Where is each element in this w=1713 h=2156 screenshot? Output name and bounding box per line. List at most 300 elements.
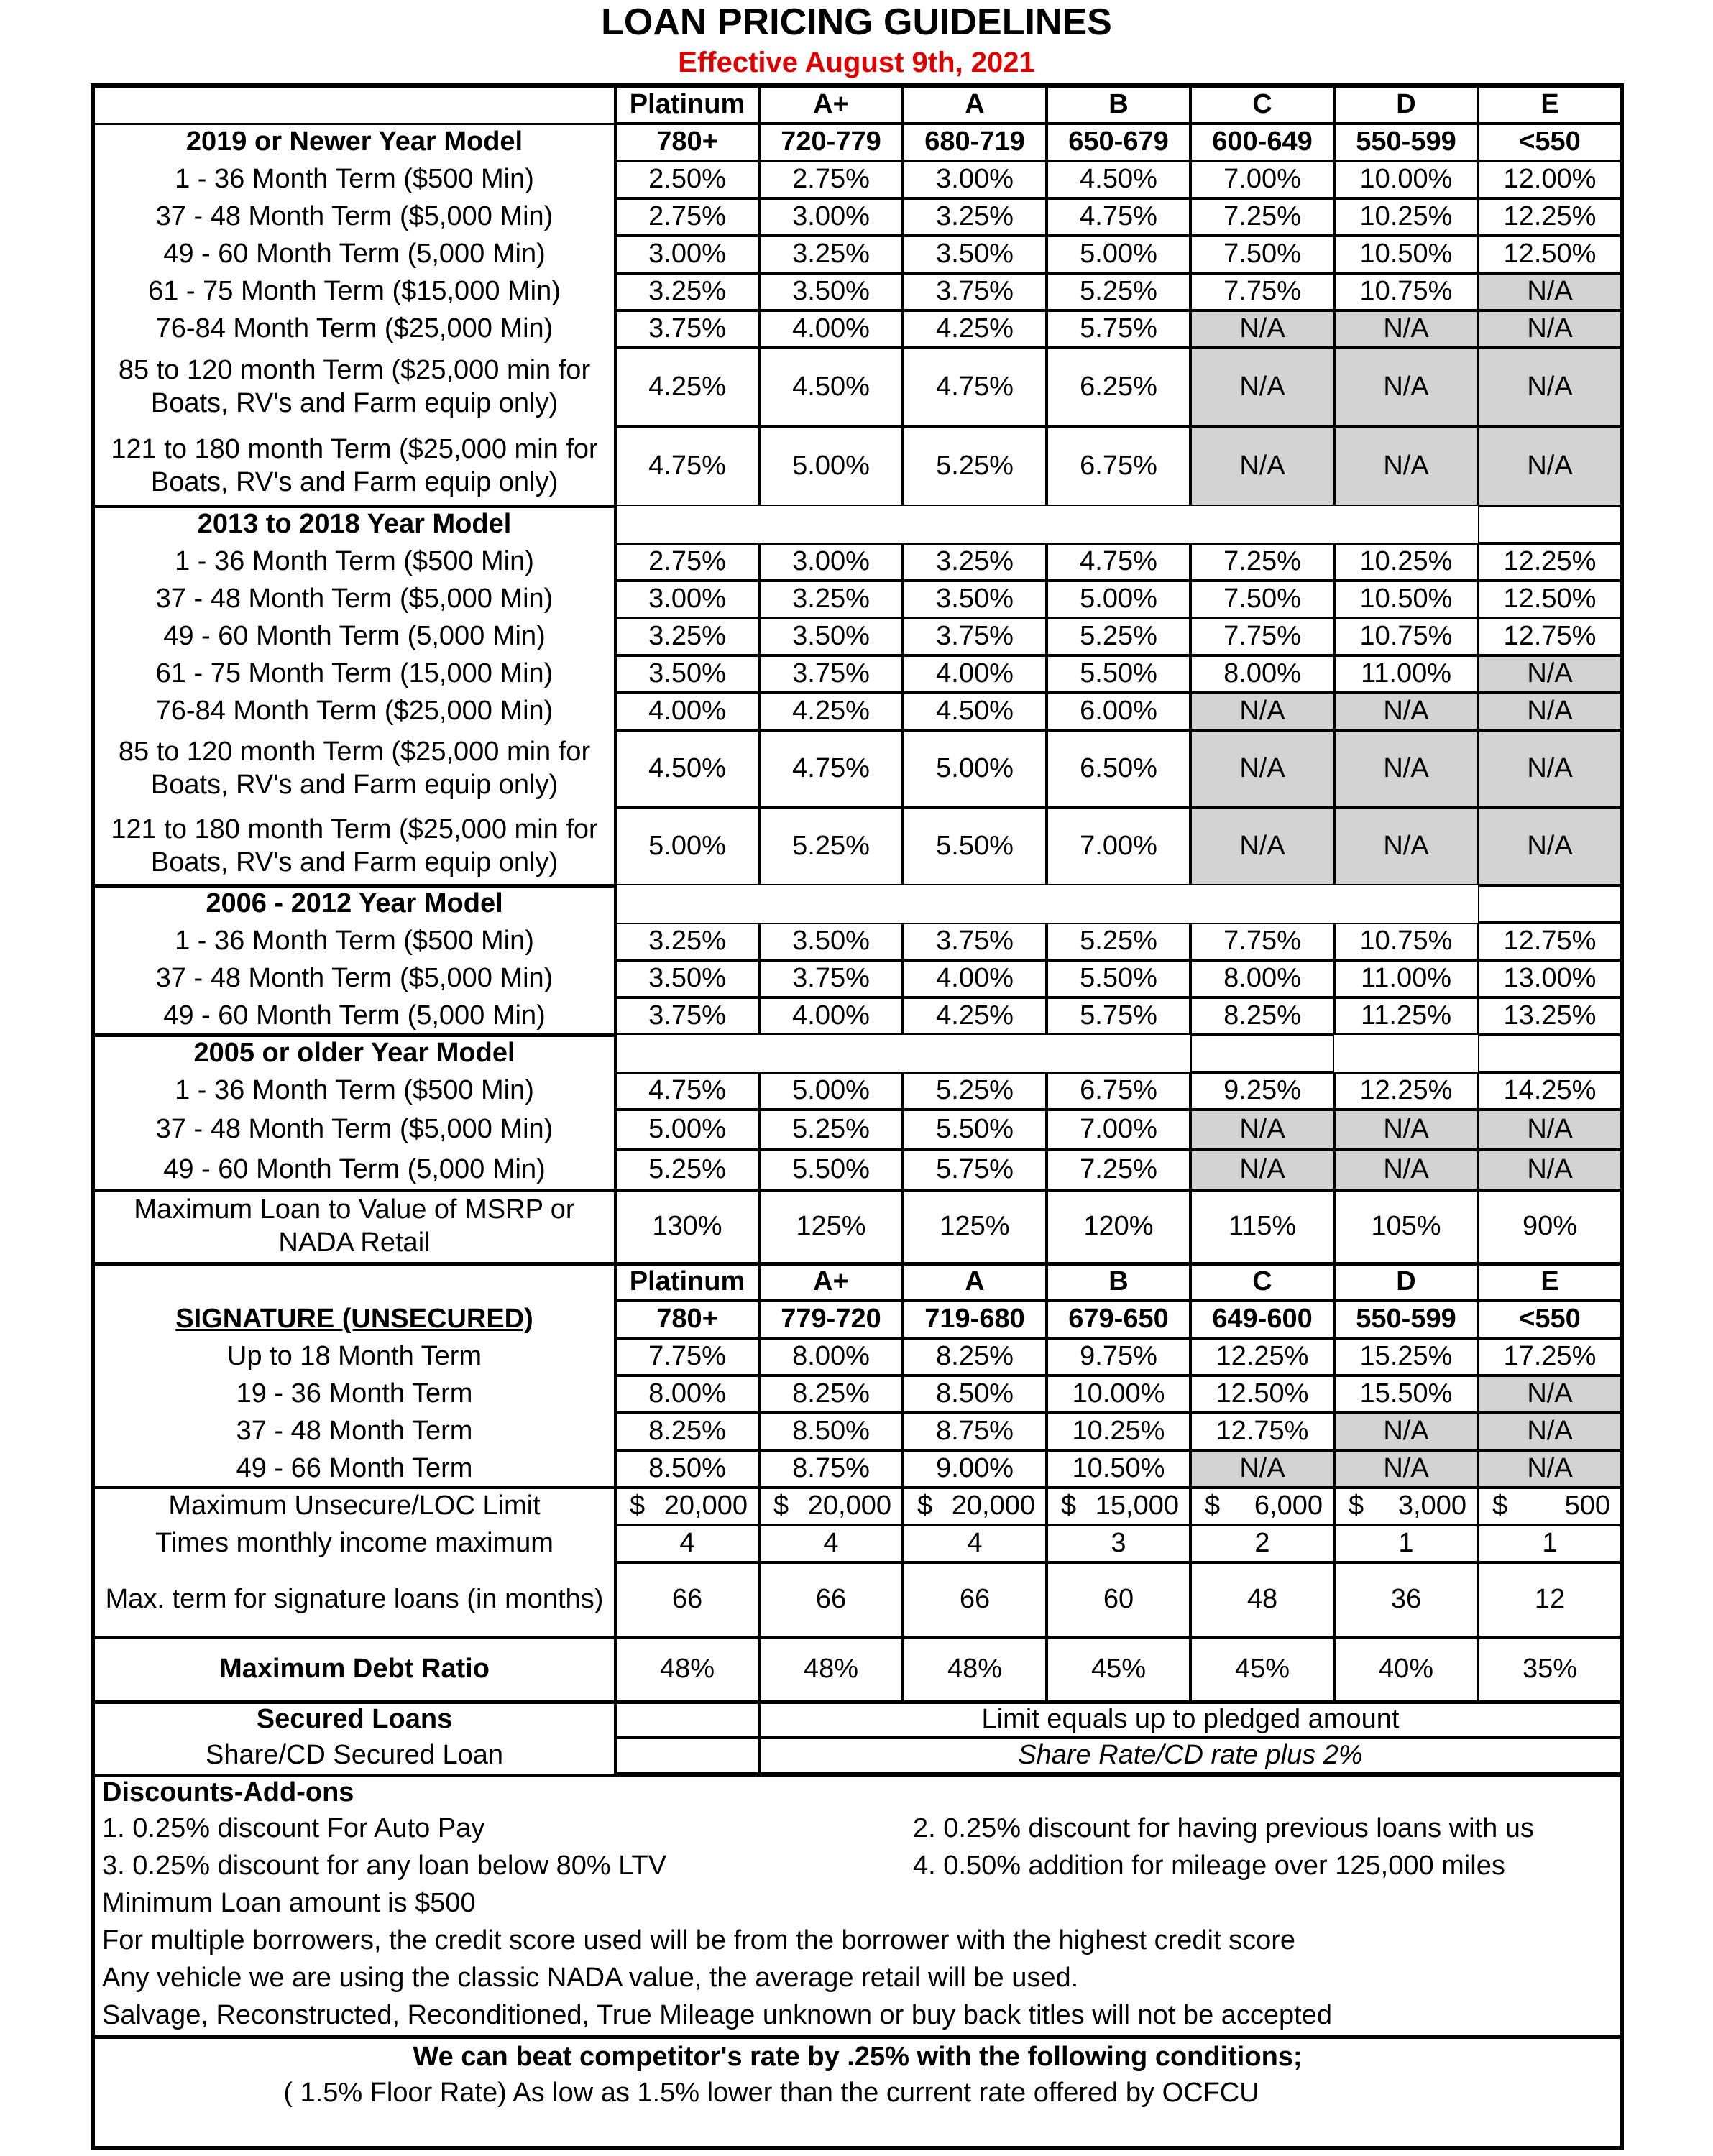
policy-note: Salvage, Reconstructed, Reconditioned, True Mileage unknown or buy back titles will not be accepted [102, 2000, 1332, 2031]
loan-term-row-rate: 6.75% [1047, 1072, 1190, 1110]
rule-line [91, 123, 1624, 125]
sig-tier-score: 779-720 [759, 1301, 903, 1338]
loan-term-row-rate: 12.00% [1478, 161, 1622, 198]
loan-term-row-rate: 3.75% [615, 310, 759, 348]
loan-term-row-rate: 7.00% [1047, 808, 1190, 885]
loan-term-row-rate: 10.50% [1334, 236, 1478, 273]
loan-term-row-rate: 8.00% [1190, 960, 1334, 998]
signature-term-row-rate: 15.25% [1334, 1338, 1478, 1376]
sig-tier-score: 679-650 [1047, 1301, 1190, 1338]
tier-name: A [903, 86, 1047, 124]
secured-heading: Secured Loans [256, 1704, 453, 1735]
loan-term-row-rate: N/A [1334, 1150, 1478, 1190]
unsecure-limit-value [1334, 1488, 1478, 1525]
signature-term-row-rate: 10.50% [1047, 1450, 1190, 1488]
signature-term-row-rate: 8.00% [615, 1376, 759, 1413]
empty-cell [1478, 885, 1622, 923]
loan-term-row-rate: N/A [1478, 348, 1622, 427]
max-term-label: Max. term for signature loans (in months) [105, 1584, 604, 1615]
loan-term-row-rate: 3.25% [615, 273, 759, 310]
loan-term-row-rate: 4.50% [615, 730, 759, 808]
loan-term-row-rate: 3.25% [903, 198, 1047, 236]
tier-name: C [1190, 86, 1334, 124]
loan-term-row-rate: 3.00% [615, 581, 759, 618]
share-secured-label: Share/CD Secured Loan [205, 1740, 504, 1771]
loan-term-row-rate: N/A [1334, 427, 1478, 506]
loan-term-row-rate: 11.00% [1334, 960, 1478, 998]
loan-term-row-rate: 4.25% [903, 998, 1047, 1035]
max-ltv-value: 130% [615, 1190, 759, 1263]
section-divider [93, 884, 615, 888]
tier-score: 550-599 [1334, 124, 1478, 161]
signature-term-row-rate: N/A [1478, 1450, 1622, 1488]
loan-term-row-label: 76-84 Month Term ($25,000 Min) [155, 696, 554, 727]
loan-term-row-rate: 5.00% [615, 1110, 759, 1150]
loan-term-row-rate: N/A [1478, 655, 1622, 693]
loan-term-row-rate: N/A [1334, 310, 1478, 348]
loan-term-row-rate: 4.00% [615, 693, 759, 730]
debt-ratio-value: 48% [615, 1637, 759, 1702]
loan-term-row-rate: 3.75% [759, 960, 903, 998]
loan-term-row-rate: 6.25% [1047, 348, 1190, 427]
loan-term-row-rate: 3.75% [903, 618, 1047, 655]
income-multiple-value: 4 [759, 1525, 903, 1562]
loan-term-row-rate: 6.50% [1047, 730, 1190, 808]
loan-term-row-rate: 6.00% [1047, 693, 1190, 730]
competitor-heading: We can beat competitor's rate by .25% with the following conditions; [413, 2042, 1303, 2073]
currency-symbol: $ [1349, 1491, 1364, 1521]
discount-item: 2. 0.25% discount for having previous loans with us [913, 1813, 1534, 1844]
loan-term-row-rate: 3.00% [615, 236, 759, 273]
sig-tier-name: B [1047, 1263, 1190, 1301]
loan-term-row-rate: 7.50% [1190, 581, 1334, 618]
loan-term-row-rate: 4.00% [903, 655, 1047, 693]
sig-tier-score: <550 [1478, 1301, 1622, 1338]
signature-term-row-rate: 8.25% [759, 1376, 903, 1413]
max-term-value: 12 [1478, 1562, 1622, 1637]
loan-term-row-rate: 3.50% [903, 236, 1047, 273]
loan-term-row-rate: 2.75% [759, 161, 903, 198]
loan-term-row-rate: 4.50% [903, 693, 1047, 730]
loan-term-row-rate: N/A [1190, 808, 1334, 885]
tier-name: Platinum [615, 86, 759, 124]
loan-term-row-rate: 2.75% [615, 198, 759, 236]
tier-name: E [1478, 86, 1622, 124]
loan-term-row-label: 121 to 180 month Term ($25,000 min for Boats, RV's and Farm equip only) [111, 434, 598, 497]
loan-term-row-rate: 12.50% [1478, 236, 1622, 273]
loan-term-row-label: 76-84 Month Term ($25,000 Min) [155, 313, 554, 344]
income-multiple-value: 4 [903, 1525, 1047, 1562]
loan-term-row-rate: 5.75% [903, 1150, 1047, 1190]
signature-term-row-rate: N/A [1478, 1376, 1622, 1413]
max-ltv-value: 90% [1478, 1190, 1622, 1263]
unsecure-limit-value [615, 1488, 759, 1525]
signature-term-row-label: 19 - 36 Month Term [236, 1378, 473, 1409]
loan-term-row-rate: 7.75% [1190, 618, 1334, 655]
loan-term-row-label: 1 - 36 Month Term ($500 Min) [175, 546, 534, 577]
empty-cell [1478, 1035, 1622, 1072]
loan-term-row-rate: 13.00% [1478, 960, 1622, 998]
loan-term-row-rate: 11.00% [1334, 655, 1478, 693]
discount-item: 3. 0.25% discount for any loan below 80% LTV [102, 1851, 667, 1881]
debt-ratio-value: 48% [759, 1637, 903, 1702]
loan-term-row-rate: 3.00% [759, 198, 903, 236]
loan-term-row-rate: N/A [1478, 273, 1622, 310]
sig-tier-score: 550-599 [1334, 1301, 1478, 1338]
loan-term-row-label: 1 - 36 Month Term ($500 Min) [175, 164, 534, 195]
empty-cell [1478, 506, 1622, 543]
loan-term-row-rate: N/A [1478, 1110, 1622, 1150]
loan-term-row-rate: N/A [1334, 348, 1478, 427]
page-title: LOAN PRICING GUIDELINES [601, 1, 1112, 43]
discount-item: 1. 0.25% discount For Auto Pay [102, 1813, 485, 1844]
loan-term-row-rate: 13.25% [1478, 998, 1622, 1035]
income-multiple-value: 1 [1478, 1525, 1622, 1562]
currency-symbol: $ [1492, 1491, 1508, 1521]
loan-term-row-label: 1 - 36 Month Term ($500 Min) [175, 1075, 534, 1106]
max-term-value: 48 [1190, 1562, 1334, 1637]
loan-term-row-label: 37 - 48 Month Term ($5,000 Min) [155, 584, 554, 614]
loan-term-row-rate: N/A [1478, 310, 1622, 348]
loan-term-row-rate: 5.50% [1047, 655, 1190, 693]
sig-tier-score: 780+ [615, 1301, 759, 1338]
loan-term-row-label: 85 to 120 month Term ($25,000 min for Boats, RV's and Farm equip only) [118, 355, 591, 418]
signature-term-row-rate: 8.25% [903, 1338, 1047, 1376]
loan-term-row-rate: 5.25% [1047, 618, 1190, 655]
max-ltv-label: Maximum Loan to Value of MSRP or NADA Retail [134, 1194, 575, 1258]
loan-term-row-rate: 10.50% [1334, 581, 1478, 618]
loan-term-row-rate: 10.75% [1334, 273, 1478, 310]
loan-term-row-label: 37 - 48 Month Term ($5,000 Min) [155, 1114, 554, 1145]
loan-term-row-rate: 14.25% [1478, 1072, 1622, 1110]
sig-tier-name: E [1478, 1263, 1622, 1301]
loan-term-row-rate: 3.50% [759, 923, 903, 960]
signature-term-row-rate: 9.75% [1047, 1338, 1190, 1376]
loan-term-row-rate: N/A [1478, 1150, 1622, 1190]
signature-term-row-label: 49 - 66 Month Term [236, 1453, 473, 1484]
signature-term-row-rate: 8.50% [903, 1376, 1047, 1413]
tier-score: 720-779 [759, 124, 903, 161]
unsecure-limit-value [1190, 1488, 1334, 1525]
loan-term-row-rate: 3.50% [615, 655, 759, 693]
empty-cell [615, 1702, 759, 1738]
loan-term-row-rate: 10.75% [1334, 923, 1478, 960]
loan-term-row-rate: 5.25% [903, 427, 1047, 506]
loan-term-row-rate: 4.75% [615, 427, 759, 506]
loan-term-row-label: 49 - 60 Month Term (5,000 Min) [163, 239, 546, 270]
competitor-condition: ( 1.5% Floor Rate) As low as 1.5% lower than the current rate offered by OCFCU [283, 2078, 1259, 2109]
loan-term-row-rate: 5.00% [1047, 581, 1190, 618]
income-multiple-value: 2 [1190, 1525, 1334, 1562]
policy-note: Any vehicle we are using the classic NADA value, the average retail will be used. [102, 1963, 1079, 1994]
section-heading: 2006 - 2012 Year Model [206, 888, 503, 919]
signature-term-row-rate: 8.75% [759, 1450, 903, 1488]
signature-term-row-rate: 8.50% [759, 1413, 903, 1450]
loan-term-row-rate: 12.25% [1478, 198, 1622, 236]
loan-term-row-rate: 4.75% [903, 348, 1047, 427]
max-ltv-value: 105% [1334, 1190, 1478, 1263]
loan-term-row-rate: 5.25% [903, 1072, 1047, 1110]
signature-term-row-rate: 15.50% [1334, 1376, 1478, 1413]
tier-score: 680-719 [903, 124, 1047, 161]
signature-term-row-rate: 12.50% [1190, 1376, 1334, 1413]
loan-term-row-rate: 12.75% [1478, 923, 1622, 960]
tier-score: 650-679 [1047, 124, 1190, 161]
loan-term-row-rate: 3.50% [615, 960, 759, 998]
loan-term-row-rate: 4.25% [759, 693, 903, 730]
unsecure-limit-value [1047, 1488, 1190, 1525]
loan-term-row-label: 37 - 48 Month Term ($5,000 Min) [155, 201, 554, 232]
loan-term-row-rate: 4.00% [759, 998, 903, 1035]
pledged-limit-note: Limit equals up to pledged amount [759, 1702, 1622, 1738]
loan-term-row-rate: 5.00% [615, 808, 759, 885]
loan-term-row-rate: 3.25% [903, 543, 1047, 581]
loan-term-row-rate: 10.75% [1334, 618, 1478, 655]
currency-symbol: $ [1061, 1491, 1077, 1521]
sig-tier-name: Platinum [615, 1263, 759, 1301]
loan-term-row-label: 1 - 36 Month Term ($500 Min) [175, 926, 534, 957]
section-divider [91, 1700, 1624, 1704]
limit-amount: 3,000 [1397, 1491, 1466, 1521]
signature-term-row-rate: 7.75% [615, 1338, 759, 1376]
sig-tier-score: 649-600 [1190, 1301, 1334, 1338]
discounts-heading: Discounts-Add-ons [102, 1777, 354, 1808]
income-multiple-value: 4 [615, 1525, 759, 1562]
signature-term-row-rate: 8.00% [759, 1338, 903, 1376]
max-term-value: 66 [615, 1562, 759, 1637]
loan-term-row-rate: 4.75% [615, 1072, 759, 1110]
loan-term-row-rate: 5.25% [759, 808, 903, 885]
sig-tier-name: A [903, 1263, 1047, 1301]
loan-term-row-label: 37 - 48 Month Term ($5,000 Min) [155, 963, 554, 994]
signature-term-row-rate: N/A [1190, 1450, 1334, 1488]
section-divider [93, 1189, 615, 1192]
loan-term-row-rate: 5.50% [903, 808, 1047, 885]
loan-term-row-rate: N/A [1478, 730, 1622, 808]
loan-term-row-rate: 5.00% [759, 427, 903, 506]
signature-term-row-rate: 8.75% [903, 1413, 1047, 1450]
loan-term-row-rate: 5.50% [903, 1110, 1047, 1150]
debt-ratio-value: 45% [1190, 1637, 1334, 1702]
loan-term-row-rate: 8.25% [1190, 998, 1334, 1035]
loan-term-row-rate: 12.75% [1478, 618, 1622, 655]
income-multiple-value: 3 [1047, 1525, 1190, 1562]
loan-term-row-rate: 4.00% [903, 960, 1047, 998]
loan-term-row-rate: 7.00% [1047, 1110, 1190, 1150]
loan-term-row-label: 85 to 120 month Term ($25,000 min for Boats, RV's and Farm equip only) [118, 737, 591, 800]
loan-term-row-rate: 4.25% [615, 348, 759, 427]
loan-term-row-rate: 5.00% [759, 1072, 903, 1110]
debt-ratio-value: 40% [1334, 1637, 1478, 1702]
label-column-divider [614, 83, 617, 1775]
loan-term-row-rate: 3.00% [903, 161, 1047, 198]
loan-term-row-label: 61 - 75 Month Term ($15,000 Min) [148, 276, 561, 307]
loan-term-row-rate: N/A [1190, 348, 1334, 427]
loan-term-row-rate: 7.25% [1190, 543, 1334, 581]
loan-term-row-rate: 5.25% [759, 1110, 903, 1150]
signature-term-row-label: 37 - 48 Month Term [236, 1416, 473, 1447]
max-ltv-value: 115% [1190, 1190, 1334, 1263]
loan-term-row-rate: N/A [1334, 808, 1478, 885]
loan-term-row-rate: N/A [1334, 693, 1478, 730]
loan-term-row-rate: 4.25% [903, 310, 1047, 348]
section-divider [91, 1262, 1624, 1266]
limit-amount: 15,000 [1095, 1491, 1179, 1521]
loan-term-row-rate: 10.25% [1334, 543, 1478, 581]
section-divider [91, 1636, 1624, 1639]
currency-symbol: $ [917, 1491, 933, 1521]
discount-item: 4. 0.50% addition for mileage over 125,000 miles [913, 1851, 1505, 1881]
tier-score: <550 [1478, 124, 1622, 161]
currency-symbol: $ [1205, 1491, 1221, 1521]
debt-ratio-label: Maximum Debt Ratio [219, 1654, 490, 1685]
loan-term-row-rate: 5.00% [903, 730, 1047, 808]
loan-term-row-rate: 7.50% [1190, 236, 1334, 273]
signature-term-row-rate: N/A [1478, 1413, 1622, 1450]
loan-term-row-rate: N/A [1478, 808, 1622, 885]
income-multiple-value: 1 [1334, 1525, 1478, 1562]
loan-term-row-rate: 2.50% [615, 161, 759, 198]
loan-term-row-rate: 5.25% [1047, 273, 1190, 310]
loan-term-row-rate: 3.00% [759, 543, 903, 581]
section-heading: 2005 or older Year Model [193, 1038, 515, 1069]
loan-term-row-rate: N/A [1478, 427, 1622, 506]
loan-term-row-rate: 3.75% [615, 998, 759, 1035]
effective-date: Effective August 9th, 2021 [678, 47, 1035, 78]
loan-term-row-rate: 5.00% [1047, 236, 1190, 273]
signature-term-row-rate: 12.25% [1190, 1338, 1334, 1376]
tier-name: D [1334, 86, 1478, 124]
loan-term-row-rate: N/A [1190, 427, 1334, 506]
loan-term-row-rate: 5.50% [759, 1150, 903, 1190]
share-rate-note: Share Rate/CD rate plus 2% [759, 1738, 1622, 1774]
section-heading: 2019 or Newer Year Model [185, 126, 523, 157]
max-term-value: 60 [1047, 1562, 1190, 1637]
unsecure-limit-value [759, 1488, 903, 1525]
loan-term-row-rate: 4.50% [759, 348, 903, 427]
tier-score: 600-649 [1190, 124, 1334, 161]
max-term-value: 36 [1334, 1562, 1478, 1637]
loan-term-row-rate: 10.25% [1334, 198, 1478, 236]
debt-ratio-value: 48% [903, 1637, 1047, 1702]
income-multiple-label: Times monthly income maximum [155, 1528, 554, 1559]
max-ltv-value: 125% [759, 1190, 903, 1263]
loan-term-row-rate: N/A [1190, 1110, 1334, 1150]
loan-term-row-label: 49 - 60 Month Term (5,000 Min) [163, 1154, 546, 1185]
loan-term-row-rate: 12.25% [1334, 1072, 1478, 1110]
loan-term-row-rate: 12.25% [1478, 543, 1622, 581]
loan-term-row-label: 61 - 75 Month Term (15,000 Min) [155, 658, 554, 689]
loan-term-row-rate: N/A [1190, 1150, 1334, 1190]
loan-term-row-rate: 7.00% [1190, 161, 1334, 198]
policy-note: For multiple borrowers, the credit score used will be from the borrower with the highest credit score [102, 1925, 1296, 1956]
section-divider [91, 1774, 1624, 1777]
currency-symbol: $ [773, 1491, 789, 1521]
loan-term-row-rate: 3.25% [615, 923, 759, 960]
signature-term-row-rate: 10.00% [1047, 1376, 1190, 1413]
max-ltv-value: 120% [1047, 1190, 1190, 1263]
loan-term-row-rate: 7.25% [1190, 198, 1334, 236]
signature-term-row-rate: 9.00% [903, 1450, 1047, 1488]
loan-term-row-rate: 11.25% [1334, 998, 1478, 1035]
tier-name: A+ [759, 86, 903, 124]
limit-amount: 500 [1564, 1491, 1610, 1521]
loan-term-row-rate: 3.25% [759, 581, 903, 618]
loan-term-row-rate: N/A [1478, 693, 1622, 730]
loan-term-row-label: 49 - 60 Month Term (5,000 Min) [163, 621, 546, 652]
loan-term-row-rate: 3.50% [759, 273, 903, 310]
limit-amount: 20,000 [951, 1491, 1035, 1521]
signature-term-row-rate: N/A [1334, 1450, 1478, 1488]
debt-ratio-value: 45% [1047, 1637, 1190, 1702]
loan-term-row-rate: 4.75% [1047, 198, 1190, 236]
section-heading: 2013 to 2018 Year Model [197, 509, 512, 540]
signature-term-row-rate: 12.75% [1190, 1413, 1334, 1450]
loan-term-row-rate: N/A [1190, 693, 1334, 730]
loan-term-row-rate: 6.75% [1047, 427, 1190, 506]
sig-tier-name: D [1334, 1263, 1478, 1301]
loan-term-row-rate: 5.75% [1047, 310, 1190, 348]
signature-term-row-label: Up to 18 Month Term [226, 1341, 482, 1372]
loan-term-row-rate: 8.00% [1190, 655, 1334, 693]
loan-term-row-rate: 5.25% [1047, 923, 1190, 960]
currency-symbol: $ [630, 1491, 646, 1521]
section-divider [93, 505, 615, 508]
loan-term-row-rate: 7.25% [1047, 1150, 1190, 1190]
empty-cell [615, 1738, 759, 1774]
limit-amount: 6,000 [1254, 1491, 1323, 1521]
max-term-value: 66 [903, 1562, 1047, 1637]
section-divider [93, 1033, 615, 1037]
limit-amount: 20,000 [663, 1491, 748, 1521]
signature-term-row-rate: 17.25% [1478, 1338, 1622, 1376]
loan-term-row-rate: 3.75% [903, 923, 1047, 960]
unsecure-limit-label: Maximum Unsecure/LOC Limit [168, 1491, 541, 1521]
sig-tier-name: A+ [759, 1263, 903, 1301]
loan-term-row-rate: 3.50% [903, 581, 1047, 618]
signature-term-row-rate: 8.50% [615, 1450, 759, 1488]
loan-term-row-rate: 9.25% [1190, 1072, 1334, 1110]
sig-tier-score: 719-680 [903, 1301, 1047, 1338]
policy-note: Minimum Loan amount is $500 [102, 1888, 476, 1919]
tier-score: 780+ [615, 124, 759, 161]
loan-term-row-rate: 5.25% [615, 1150, 759, 1190]
debt-ratio-value: 35% [1478, 1637, 1622, 1702]
loan-term-row-rate: 2.75% [615, 543, 759, 581]
loan-term-row-rate: 7.75% [1190, 273, 1334, 310]
loan-term-row-label: 121 to 180 month Term ($25,000 min for Boats, RV's and Farm equip only) [111, 814, 598, 877]
sig-tier-name: C [1190, 1263, 1334, 1301]
loan-term-row-rate: 7.75% [1190, 923, 1334, 960]
loan-term-row-rate: 10.00% [1334, 161, 1478, 198]
max-term-value: 66 [759, 1562, 903, 1637]
signature-term-row-rate: N/A [1334, 1413, 1478, 1450]
limit-amount: 20,000 [807, 1491, 891, 1521]
empty-cell [1190, 1035, 1334, 1072]
max-ltv-value: 125% [903, 1190, 1047, 1263]
loan-term-row-rate: 5.75% [1047, 998, 1190, 1035]
loan-term-row-rate: 4.75% [759, 730, 903, 808]
loan-term-row-rate: 4.00% [759, 310, 903, 348]
loan-term-row-rate: 4.75% [1047, 543, 1190, 581]
loan-term-row-rate: 12.50% [1478, 581, 1622, 618]
section-divider [91, 1486, 1624, 1489]
loan-term-row-rate: 3.75% [903, 273, 1047, 310]
unsecure-limit-value [1478, 1488, 1622, 1525]
tier-name: B [1047, 86, 1190, 124]
loan-term-row-rate: 3.25% [759, 236, 903, 273]
signature-term-row-rate: 8.25% [615, 1413, 759, 1450]
